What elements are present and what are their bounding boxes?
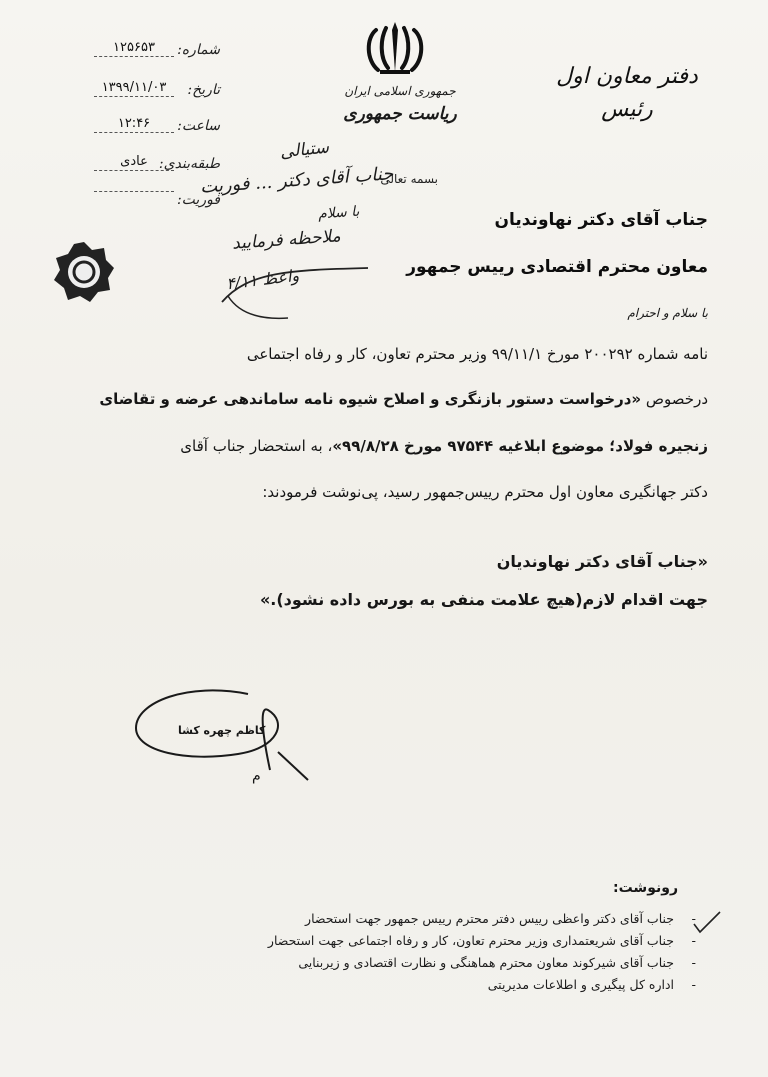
time-value: ۱۲:۴۶	[94, 116, 174, 133]
classification-row	[70, 154, 220, 176]
number-value: ۱۲۵۶۵۳	[94, 40, 174, 57]
checkmark-icon	[692, 910, 722, 934]
addressee-line-2: معاون محترم اقتصادی رییس جمهور	[406, 257, 708, 277]
date-value: ۱۳۹۹/۱۱/۰۳	[94, 80, 174, 97]
quote-line-2: جهت اقدام لازم(هیچ علامت منفی به بورس داده نشود).»	[259, 590, 708, 609]
body-line-2	[58, 381, 708, 417]
cc-item: - جناب آقای شیرکوند معاون محترم هماهنگی و نظارت اقتصادی و زیربنایی	[298, 955, 696, 970]
signature-initial: م	[252, 768, 261, 784]
signature-name: کاظم چهره کشا	[178, 724, 266, 737]
org-line-1: جمهوری اسلامی ایران	[344, 84, 456, 98]
classification-value: عادی	[94, 154, 174, 171]
time-row	[70, 116, 220, 138]
office-seal-icon	[52, 240, 116, 304]
handwritten-stroke	[218, 262, 378, 324]
body-line-1: نامه شماره ۲۰۰۲۹۲ مورخ ۹۹/۱۱/۱ وزیر محترم تعاون، کار و رفاه اجتماعی	[246, 345, 708, 363]
time-label: ساعت:	[177, 118, 220, 134]
cc-item: - اداره کل پیگیری و اطلاعات مدیریتی	[487, 977, 696, 992]
priority-label: فوریت:	[176, 192, 220, 208]
body-line-3-suffix: ، به استحضار جناب آقای	[180, 437, 333, 455]
office-line-2: رئیس	[601, 97, 653, 122]
cc-item: - جناب آقای دکتر واعظی رییس دفتر محترم رییس جمهور جهت استحضار	[305, 911, 696, 926]
org-line-2: ریاست جمهوری	[343, 104, 457, 124]
handwritten-note-5: واعظ ۴/۱۱	[225, 265, 301, 294]
salutation: با سلام و احترام	[627, 306, 708, 320]
body-line-3	[58, 428, 708, 464]
handwritten-note-2: جناب آقای دکتر ... فوریت	[199, 163, 394, 198]
classification-label: طبقه‌بندی:	[158, 156, 220, 172]
body-line-2-bold: «درخواست دستور بازنگری و اصلاح شیوه نامه ساماندهی عرضه و تقاضای	[99, 390, 642, 408]
emblem-icon	[340, 18, 450, 80]
handwritten-note-1: ستیالی	[279, 137, 330, 163]
office-line-1: دفتر معاون اول	[556, 64, 698, 89]
handwritten-note-3: با سلام	[317, 203, 360, 223]
cc-list	[96, 908, 696, 996]
body-line-3-bold: زنجیره فولاد؛ موضوع ابلاغیه ۹۷۵۴۴ مورخ ۹۹/۸/۲۸»	[332, 437, 708, 455]
number-label: شماره:	[177, 42, 220, 58]
quote-line-1: «جناب آقای دکتر نهاوندیان	[496, 552, 708, 571]
cc-title: رونوشت:	[613, 880, 678, 896]
date-row	[70, 80, 220, 102]
priority-row	[70, 190, 220, 212]
number-row	[70, 40, 220, 62]
office-title	[542, 60, 712, 126]
addressee-line-1: جناب آقای دکتر نهاوندیان	[494, 210, 708, 230]
date-label: تاریخ:	[187, 82, 220, 98]
body-line-4: دکتر جهانگیری معاون اول محترم رییس‌جمهور رسید، پی‌نوشت فرمودند:	[262, 483, 708, 501]
basmala: بسمه تعالی	[380, 172, 438, 186]
cc-item: - جناب آقای شریعتمداری وزیر محترم تعاون، کار و رفاه اجتماعی جهت استحضار	[267, 933, 696, 948]
handwritten-note-4: ملاحظه فرمایید	[231, 226, 342, 254]
priority-value	[94, 190, 174, 192]
iran-emblem	[340, 18, 457, 124]
body-line-2-prefix: درخصوص	[645, 390, 708, 408]
